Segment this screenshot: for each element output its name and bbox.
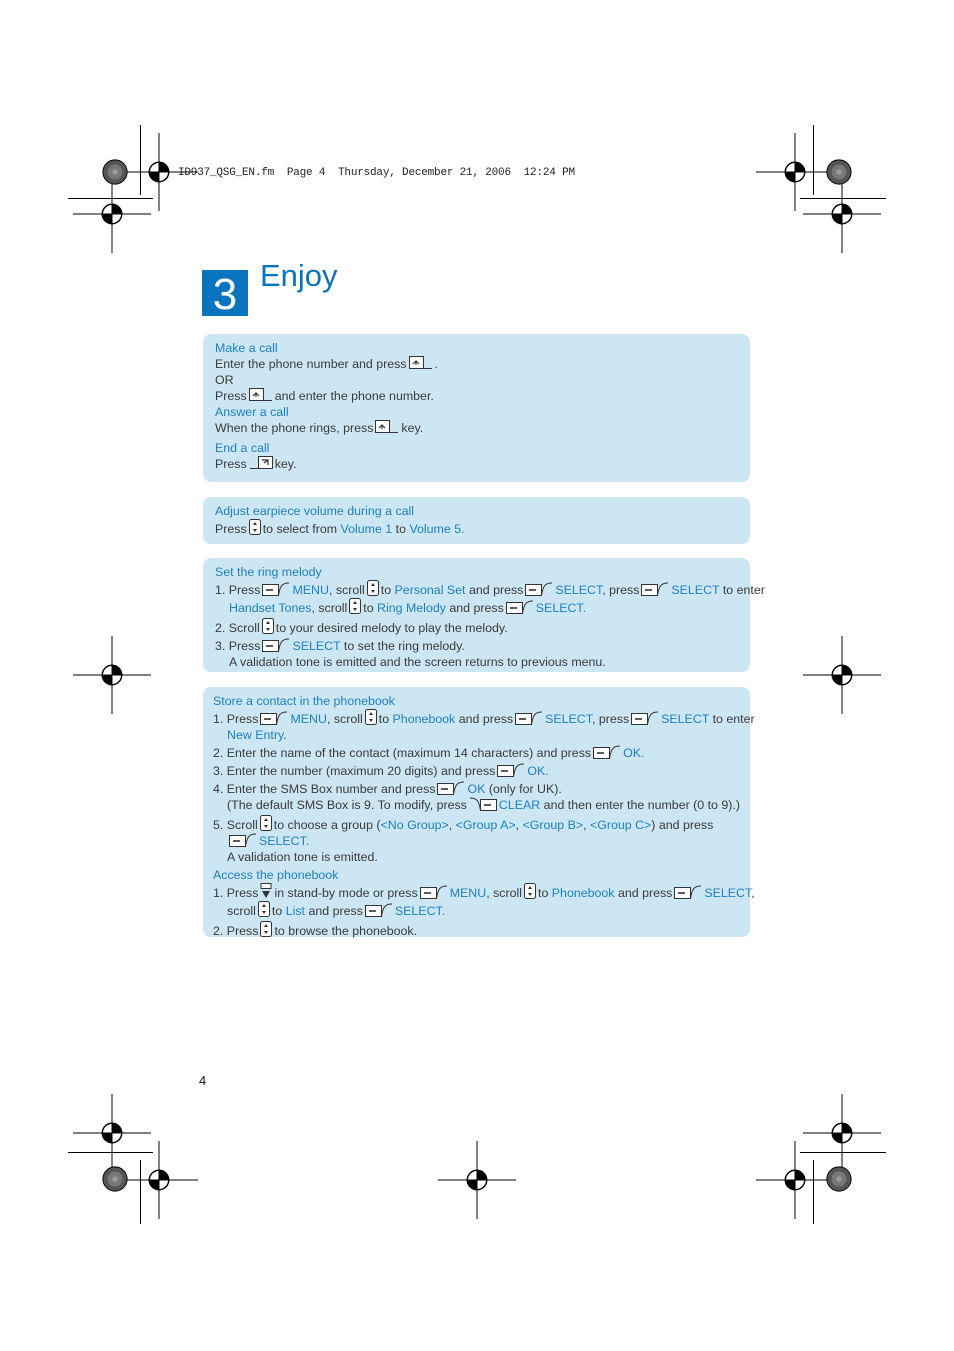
soft-key-icon bbox=[365, 903, 393, 917]
end-key-icon bbox=[249, 456, 273, 470]
soft-key-icon bbox=[593, 745, 621, 759]
soft-key-icon bbox=[631, 711, 659, 725]
nav-key-icon bbox=[260, 921, 272, 937]
registration-mark-icon bbox=[438, 1141, 516, 1219]
step-3: 3. Press SELECT to set the ring melody. bbox=[215, 639, 465, 653]
talk-key-icon bbox=[249, 388, 273, 402]
soft-key-icon bbox=[525, 582, 553, 596]
instruction-line: Press to select from Volume 1 to Volume 5. bbox=[215, 519, 740, 537]
section-title: Answer a call bbox=[215, 405, 289, 419]
call-panel bbox=[203, 334, 750, 482]
step-4-note: (The default SMS Box is 9. To modify, press CLEAR and then enter the number (0 to 9).) bbox=[227, 798, 740, 812]
color-target-icon bbox=[101, 1165, 129, 1193]
section-title: Make a call bbox=[215, 341, 278, 355]
step-1-cont: Handset Tones, scroll to Ring Melody and press SELECT. bbox=[215, 598, 740, 616]
instruction-line: Enter the phone number and press . bbox=[215, 357, 438, 371]
soft-key-icon bbox=[420, 885, 448, 899]
color-target-icon bbox=[101, 158, 129, 186]
section-title: Store a contact in the phonebook bbox=[213, 694, 395, 708]
section-title: Access the phonebook bbox=[213, 868, 339, 882]
nav-key-icon bbox=[260, 815, 272, 831]
step-1-cont: New Entry. bbox=[227, 728, 287, 742]
soft-key-icon bbox=[229, 833, 257, 847]
instruction-line: When the phone rings, press key. bbox=[215, 421, 424, 435]
color-target-icon bbox=[825, 1165, 853, 1193]
instruction-line: Press key. bbox=[215, 457, 297, 471]
registration-mark-icon bbox=[73, 636, 151, 714]
step-1: 1. Press MENU, scroll to Phonebook and press SELECT, press SELECT to enter bbox=[213, 709, 740, 727]
soft-key-icon bbox=[262, 582, 290, 596]
file-header: ID937_QSG_EN.fm Page 4 Thursday, December 21, 2006 12:24 PM bbox=[178, 167, 575, 179]
instruction-line: OR bbox=[215, 373, 234, 387]
soft-key-icon bbox=[674, 885, 702, 899]
soft-key-icon bbox=[437, 781, 465, 795]
step-5-cont: SELECT. bbox=[213, 833, 740, 849]
soft-key-icon bbox=[262, 638, 290, 652]
step-2: 2. Scroll to your desired melody to play the melody. bbox=[215, 618, 740, 636]
registration-mark-icon bbox=[803, 175, 881, 253]
step-3-note: A validation tone is emitted and the screen returns to previous menu. bbox=[229, 655, 606, 669]
section-title: Set the ring melody bbox=[215, 565, 322, 579]
chapter-number: 3 bbox=[202, 270, 248, 316]
step-2: 2. Press to browse the phonebook. bbox=[213, 921, 740, 939]
volume-panel bbox=[203, 497, 750, 544]
nav-key-icon bbox=[249, 519, 261, 535]
nav-key-icon bbox=[258, 901, 270, 917]
soft-key-icon bbox=[515, 711, 543, 725]
page-title: Enjoy bbox=[260, 258, 338, 293]
down-key-icon bbox=[260, 883, 272, 899]
phonebook-panel bbox=[203, 687, 755, 938]
step-2: 2. Enter the name of the contact (maximum 14 characters) and press OK. bbox=[213, 746, 645, 760]
page-number: 4 bbox=[199, 1073, 207, 1088]
talk-key-icon bbox=[375, 420, 399, 434]
soft-key-icon bbox=[260, 711, 288, 725]
soft-key-icon bbox=[506, 600, 534, 614]
talk-key-icon bbox=[409, 356, 433, 370]
nav-key-icon bbox=[349, 598, 361, 614]
step-5-note: A validation tone is emitted. bbox=[227, 850, 378, 864]
ring-panel bbox=[203, 558, 765, 672]
nav-key-icon bbox=[365, 709, 377, 725]
step-1: 1. Press in stand-by mode or press MENU, scroll to Phonebook and press SELECT, bbox=[213, 883, 740, 901]
soft-key-right-icon bbox=[469, 797, 497, 811]
step-4: 4. Enter the SMS Box number and press OK (only for UK). bbox=[213, 782, 562, 796]
soft-key-icon bbox=[497, 763, 525, 777]
instruction-line: Press and enter the phone number. bbox=[215, 389, 434, 403]
section-title: End a call bbox=[215, 441, 270, 455]
section-title: Adjust earpiece volume during a call bbox=[215, 504, 415, 518]
nav-key-icon bbox=[524, 883, 536, 899]
nav-key-icon bbox=[367, 580, 379, 596]
registration-mark-icon bbox=[803, 636, 881, 714]
step-1: 1. Press MENU, scroll to Personal Set and press SELECT, press SELECT to enter bbox=[215, 580, 740, 598]
step-3: 3. Enter the number (maximum 20 digits) and press OK. bbox=[213, 764, 549, 778]
soft-key-icon bbox=[641, 582, 669, 596]
step-1-cont: scroll to List and press SELECT. bbox=[213, 901, 740, 919]
nav-key-icon bbox=[262, 618, 274, 634]
step-5: 5. Scroll to choose a group (<No Group>, <Group A>, <Group B>, <Group C>) and press bbox=[213, 815, 740, 833]
color-target-icon bbox=[825, 158, 853, 186]
